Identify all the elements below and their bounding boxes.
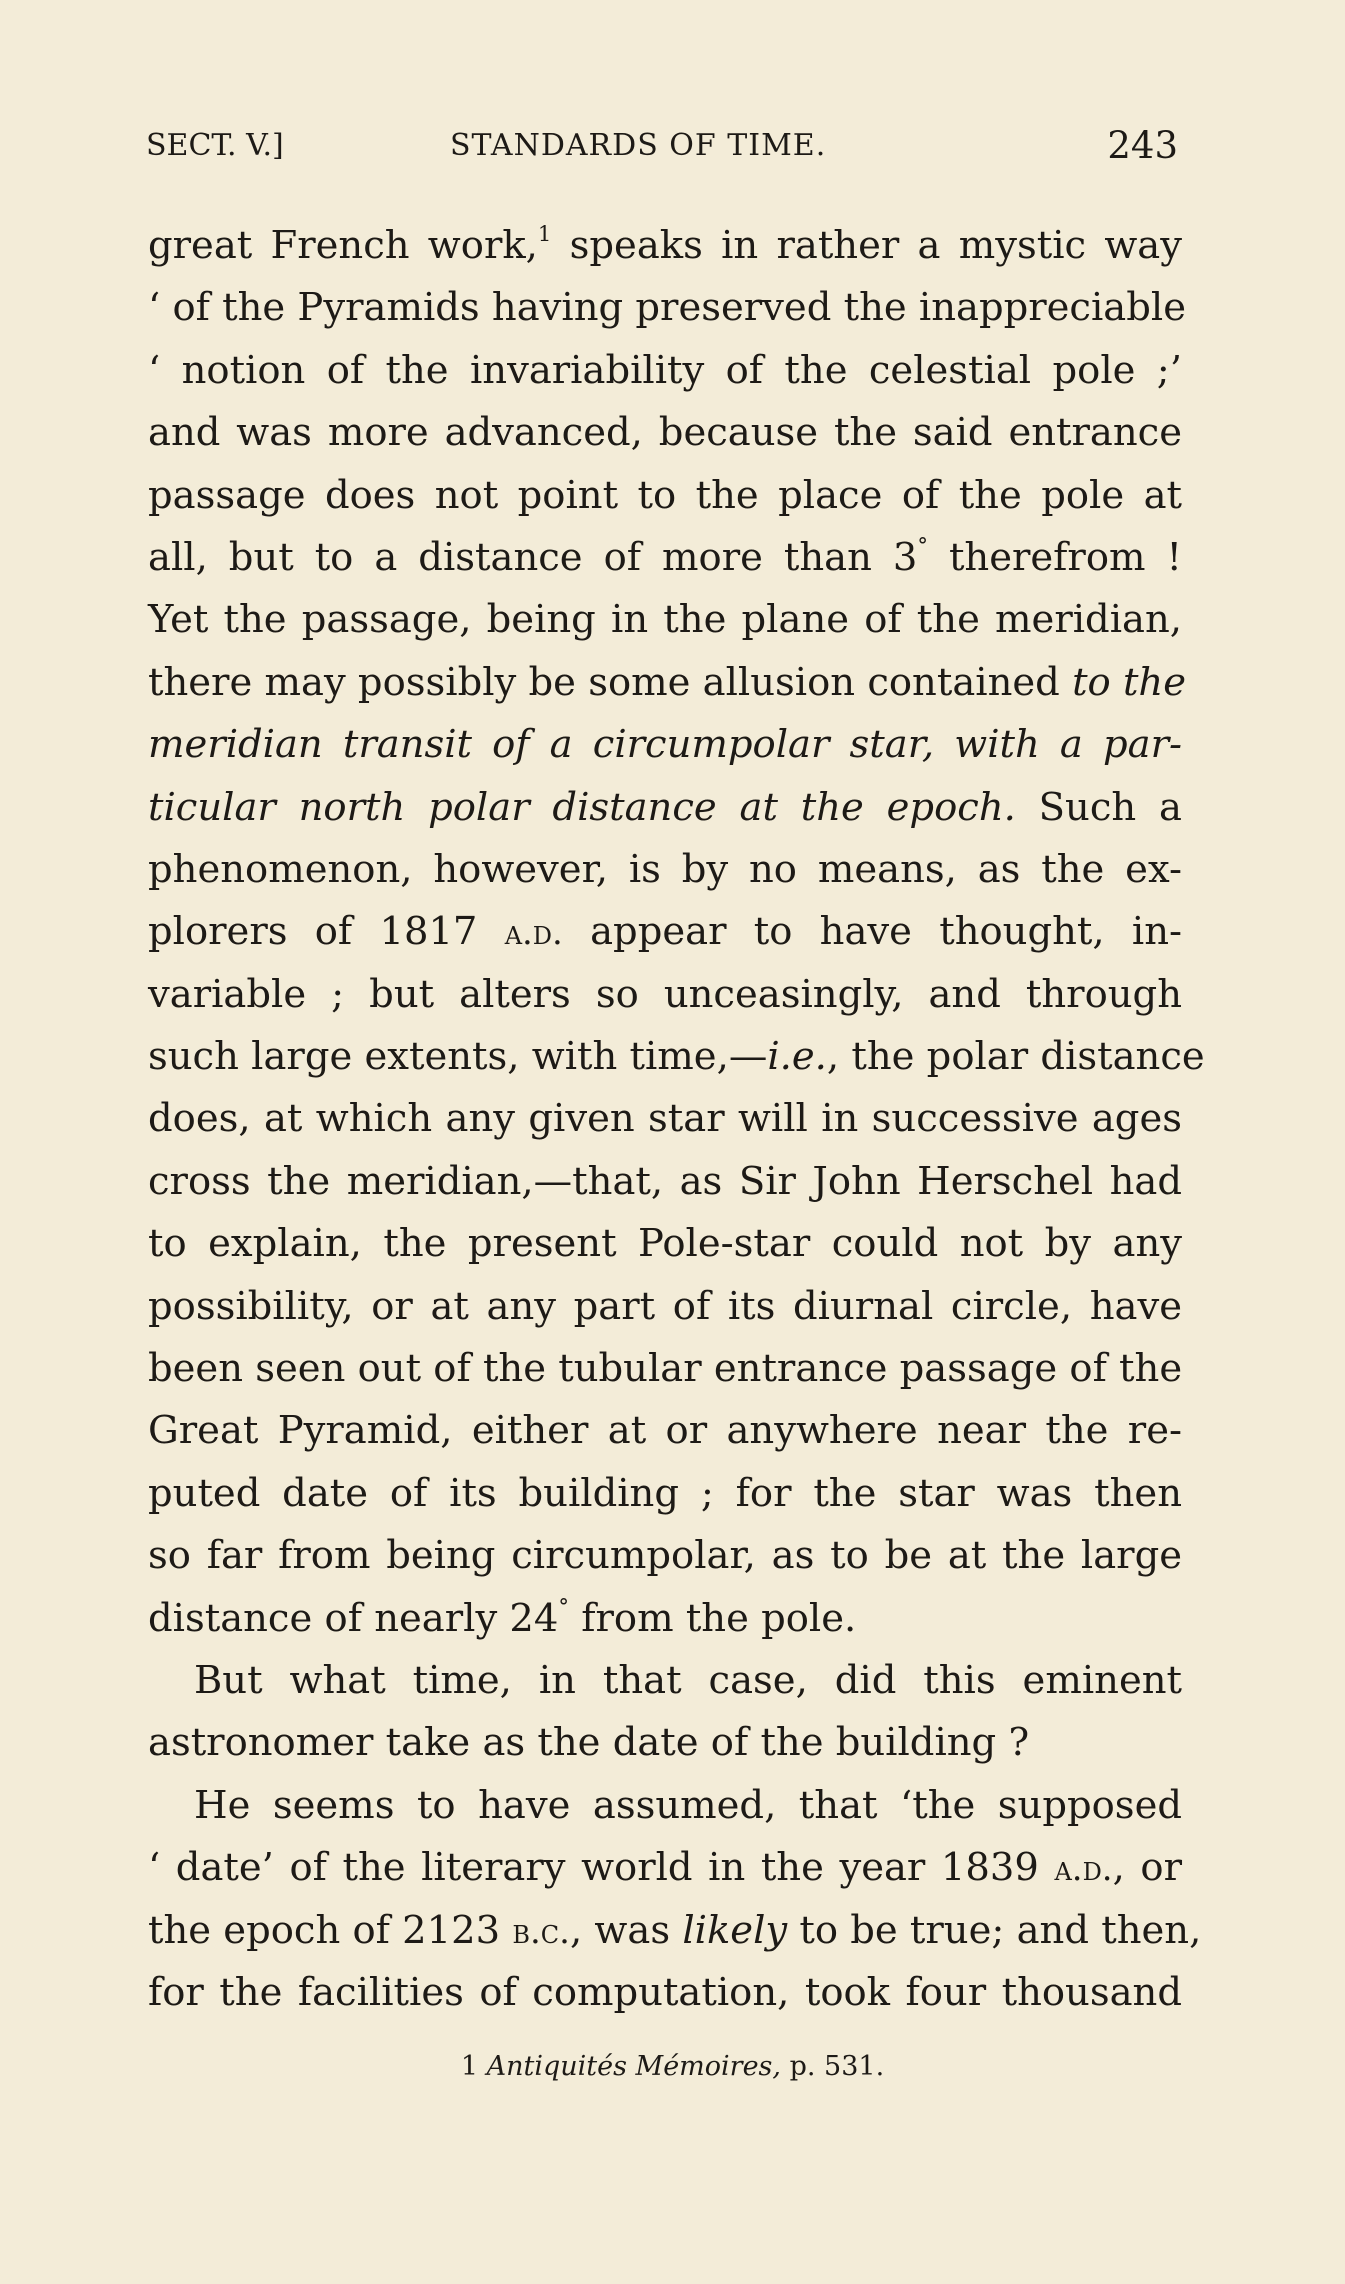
text-line: ‘ notion of the invariability of the celestial pole ;’ <box>148 347 1182 393</box>
text-line: Great Pyramid, either at or anywhere near the re- <box>148 1408 1182 1454</box>
text-line: meridian transit of a circumpolar star, with a par- <box>148 722 1182 768</box>
text-line: so far from being circumpolar, as to be at the large <box>148 1533 1182 1579</box>
text-line: been seen out of the tubular entrance passage of the <box>148 1346 1183 1392</box>
text-line: plorers of 1817 a.d. appear to have thought, in- <box>148 909 1182 955</box>
text-line: cross the meridian,—that, as Sir John Herschel had <box>148 1158 1182 1204</box>
footnote-marker: 1 <box>460 2051 479 2082</box>
text-line: to explain, the present Pole-star could not by any <box>148 1221 1182 1267</box>
text-line: ‘ date’ of the literary world in the year 1839 a.d., or <box>148 1845 1182 1891</box>
text-line: does, at which any given star will in successive ages <box>148 1096 1182 1142</box>
text-line: puted date of its building ; for the star was then <box>148 1470 1182 1516</box>
page-number: 243 <box>1107 124 1178 167</box>
running-title: STANDARDS OF TIME. <box>450 128 827 163</box>
text-line: and was more advanced, because the said entrance <box>148 410 1182 456</box>
text-line: passage does not point to the place of the pole at <box>148 472 1182 518</box>
text-line: great French work,$^1$ speaks in rather a mystic way <box>148 221 1182 268</box>
text-line: ‘ of the Pyramids having preserved the inappreciable <box>148 285 1186 331</box>
footnote-page: p. 531. <box>781 2051 885 2082</box>
footnote <box>0 2051 1345 2082</box>
text-line: Yet the passage, being in the plane of the meridian, <box>148 597 1182 643</box>
text-line: possibility, or at any part of its diurnal circle, have <box>148 1283 1182 1329</box>
text-line: such large extents, with time,—i.e., the polar distance <box>148 1034 1205 1080</box>
text-line: distance of nearly 24° from the pole. <box>148 1593 857 1641</box>
text-line: for the facilities of computation, took four thousand <box>148 1969 1182 2015</box>
running-header <box>146 124 1178 178</box>
text-line: ticular north polar distance at the epoch. Such a <box>148 784 1182 830</box>
footnote-title: Antiquités Mémoires, <box>486 2051 781 2082</box>
text-line: But what time, in that case, did this eminent <box>194 1657 1182 1703</box>
text-line: He seems to have assumed, that ‘the supposed <box>194 1782 1182 1828</box>
footnote-ref[interactable]: 1 <box>537 221 552 247</box>
text-line: phenomenon, however, is by no means, as the ex- <box>148 846 1182 892</box>
text-line: the epoch of 2123 b.c., was likely to be true; and then, <box>148 1907 1202 1953</box>
text-line: there may possibly be some allusion contained to the <box>148 659 1187 705</box>
text-line: variable ; but alters so unceasingly, and through <box>148 971 1182 1017</box>
body-text <box>148 215 1205 2024</box>
text-line: all, but to a distance of more than 3° therefrom ! <box>148 533 1182 580</box>
section-label: SECT. V.] <box>146 128 284 163</box>
text-line: astronomer take as the date of the building ? <box>148 1720 1030 1766</box>
